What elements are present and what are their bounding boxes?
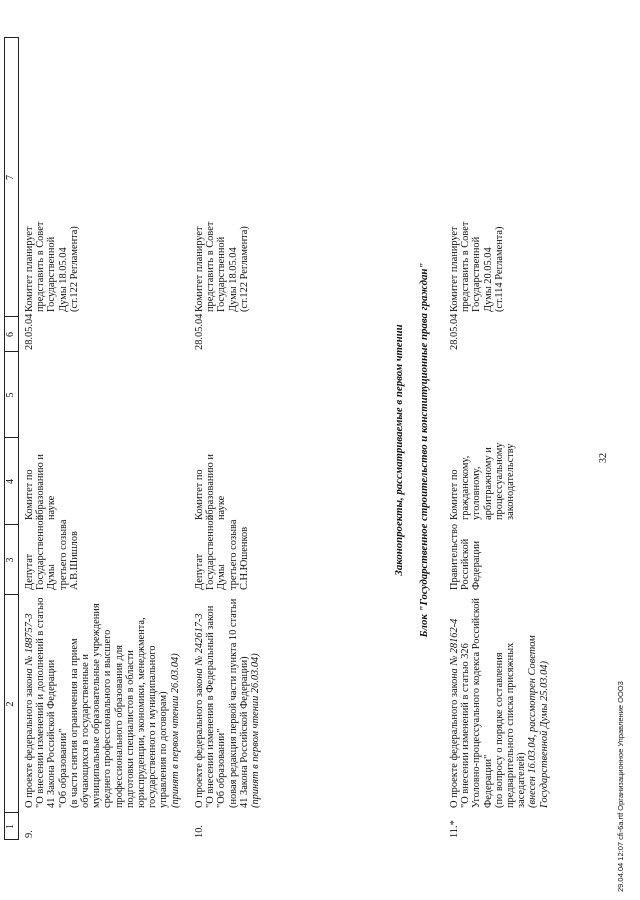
cell-line: Государственной Думы 25.03.04) (538, 661, 550, 808)
cell-line: представить в Совет (205, 221, 217, 312)
cell-line: образованию и (205, 454, 217, 520)
date-cell (194, 314, 205, 350)
row-number: 9. (24, 830, 35, 838)
cell-line: Государственной (35, 514, 47, 590)
cell-line: Уголовно-процессуального кодекса Российской (471, 598, 483, 808)
cell-line: Комитет планирует (449, 226, 460, 312)
cell-line: Комитет планирует (194, 226, 205, 312)
row-number: 10. (194, 825, 205, 838)
cell-line: третьего созыва (57, 519, 69, 590)
cell-line: "О внесении изменений и дополнений в статью (35, 597, 47, 808)
cell-line: (принят в первом чтении 26.03.04) (169, 653, 181, 808)
column-number: 5 (5, 392, 16, 398)
cell-line: "Об образовании" (57, 728, 69, 808)
cell-line: Правительство (449, 523, 460, 590)
cell-line: предварительного списка присяжных (505, 642, 517, 808)
cell-line: Государственной (205, 514, 217, 590)
cell-line: О проекте федерального закона № 188757-3 (24, 613, 35, 808)
date-cell (449, 314, 460, 350)
committee-cell (194, 454, 228, 520)
cell-line: науке (46, 495, 58, 520)
committee-cell (449, 443, 516, 520)
cell-line: О проекте федерального закона № 28162-4 (449, 618, 460, 808)
cell-line: Думы (46, 564, 58, 590)
column-number: 2 (5, 701, 16, 707)
cell-line: юриспруденции, экономики, менеджмента, (136, 617, 148, 808)
block-heading: Блок "Государственное строительство и конституционные права граждан" (418, 262, 430, 638)
cell-line: Думы (216, 564, 228, 590)
cell-line: третьего созыва (227, 519, 239, 590)
committee-cell (24, 454, 58, 520)
cell-line: Федерации (471, 540, 483, 590)
cell-line: 41 Закона Российской Федерации) (238, 656, 250, 808)
cell-line: (по вопросу о порядке составления (493, 652, 505, 808)
cell-line: среднего профессионального и высшего (102, 629, 114, 808)
column-number: 4 (5, 479, 16, 484)
cell-line: муниципальные образовательные учреждения (91, 603, 103, 808)
cell-line: процессуальному (493, 442, 505, 520)
cell-line: заседателей) (516, 752, 528, 808)
author-cell (194, 515, 250, 590)
cell-line: гражданскому, (460, 455, 472, 520)
column-number: 7 (5, 175, 16, 180)
cell-line: (ст.122 Регламента) (68, 226, 80, 312)
row-number: 11.* (449, 820, 460, 838)
cell-line: Думы 18.05.04 (227, 247, 239, 312)
cell-line: подготовки специалистов в области (124, 650, 136, 808)
column-number: 6 (5, 332, 16, 337)
author-cell (449, 524, 483, 590)
cell-line: Государственной (46, 236, 58, 312)
cell-line: Депутат (24, 553, 35, 590)
cell-line: (в части снятия ограничения на прием (68, 638, 80, 808)
bill-title-cell (24, 597, 181, 808)
cell-line: С.Н.Юшенков (238, 526, 250, 590)
cell-line: обучающихся в государственные и (80, 654, 92, 808)
cell-line: (ст.122 Регламента) (238, 226, 250, 312)
cell-line: науке (216, 495, 228, 520)
cell-line: Государственной (216, 236, 228, 312)
status-cell (194, 222, 250, 312)
cell-line: образованию и (35, 454, 47, 520)
cell-line: 28.05.04 (24, 313, 35, 350)
author-cell (24, 515, 80, 590)
cell-line: (внесен 16.03.04, рассмотрен Советом (527, 635, 539, 808)
cell-line: 28.05.04 (194, 313, 205, 350)
cell-line: профессионального образования для (113, 645, 125, 808)
header-rule (18, 38, 19, 840)
column-number: 1 (5, 824, 16, 829)
cell-line: представить в Совет (460, 221, 472, 312)
cell-line: (новая редакция первой части пункта 10 статьи (227, 598, 239, 808)
bill-title-cell (449, 598, 550, 808)
cell-line: уголовному, (471, 466, 483, 520)
cell-line: (принят в первом чтении 26.03.04) (250, 653, 262, 808)
page-number: 32 (598, 453, 609, 463)
section-heading: Законопроекты, рассматриваемые в первом чтении (393, 324, 405, 576)
footer-stamp: 29.04.04 12:07 cfi-6a.rtf Организационное Управление ООО3 (616, 681, 625, 892)
cell-line: Федерации" (482, 754, 494, 808)
cell-line: Российской (460, 538, 472, 590)
cell-line: "О внесении изменений в статью 326 (460, 643, 472, 808)
cell-line: законодательству (505, 443, 517, 520)
date-cell (24, 314, 35, 350)
cell-line: Государственной (471, 236, 483, 312)
cell-line: О проекте федерального закона № 242617-3 (194, 613, 205, 808)
cell-line: представить в Совет (35, 221, 47, 312)
cell-line: арбитражному и (482, 447, 494, 520)
column-number: 3 (5, 557, 16, 563)
cell-line: А.В.Шишлов (68, 531, 80, 590)
cell-line: государственного и муниципального (147, 645, 159, 808)
bill-title-cell (194, 599, 261, 808)
status-cell (449, 222, 505, 312)
cell-line: "Об образовании" (216, 728, 228, 808)
cell-line: Думы 20.05.04 (482, 247, 494, 312)
cell-line: Депутат (194, 553, 205, 590)
cell-line: Думы 18.05.04 (57, 247, 69, 312)
cell-line: 28.05.04 (449, 313, 460, 350)
cell-line: Комитет по (449, 469, 460, 520)
cell-line: Комитет планирует (24, 226, 35, 312)
cell-line: Комитет по (24, 469, 35, 520)
cell-line: Комитет по (194, 469, 205, 520)
cell-line: 41 Закона Российской Федерации (46, 659, 58, 808)
cell-line: управления по договорам) (158, 691, 170, 808)
status-cell (24, 222, 80, 312)
cell-line: (ст.114 Регламента) (493, 226, 505, 312)
cell-line: "О внесении изменения в Федеральный закон (205, 605, 217, 808)
